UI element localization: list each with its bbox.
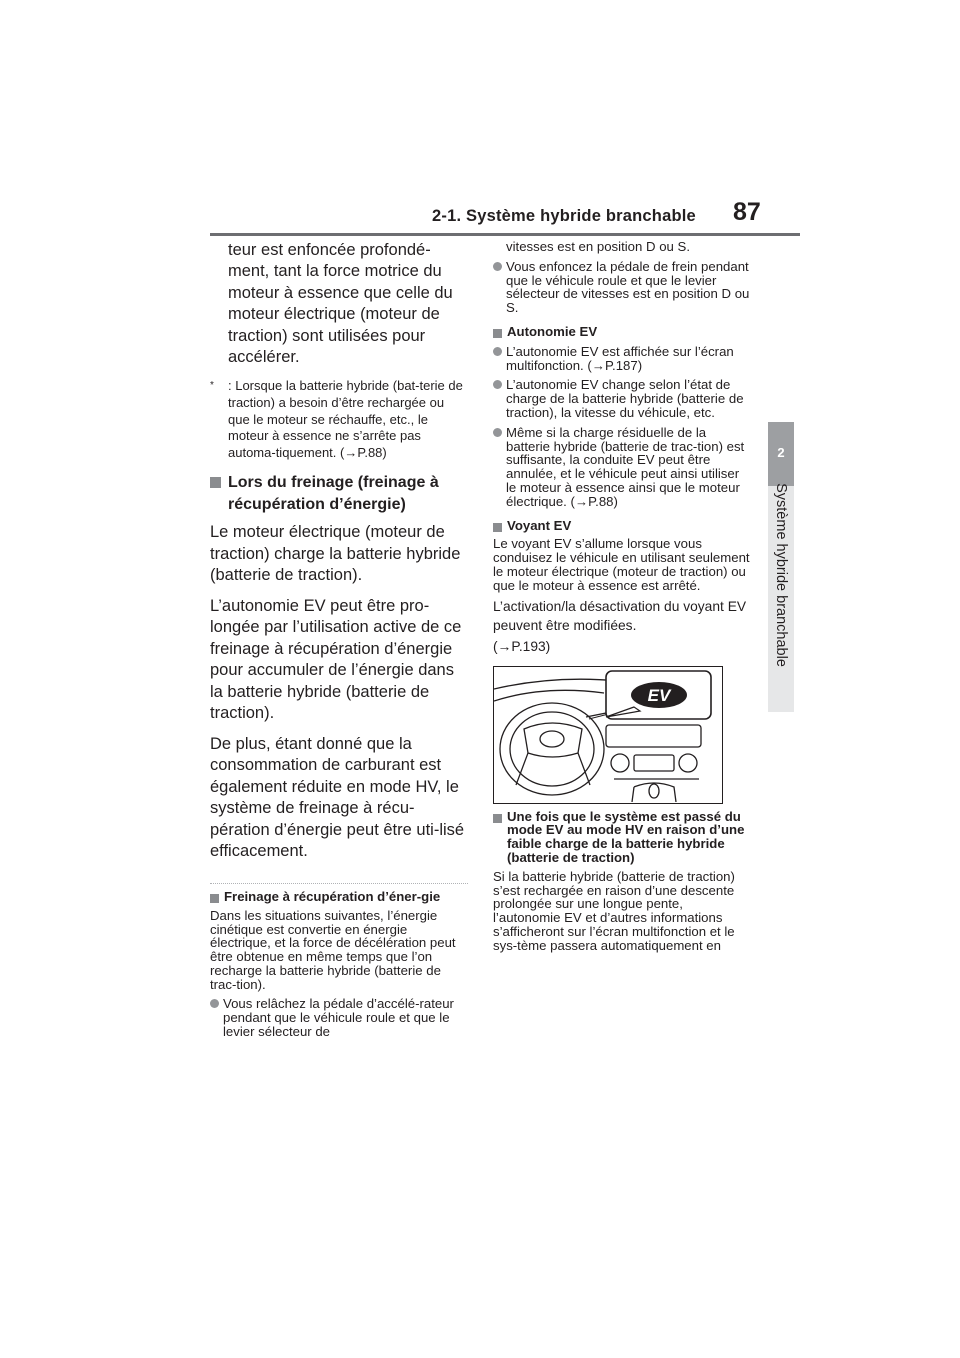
section-heading-text: Lors du freinage (freinage à récupération d’énergie) [228,474,439,513]
square-bullet-icon [493,523,502,532]
footnote-text: : Lorsque la batterie hybride (bat-terie de traction) a besoin d’être rechargée ou que le moteur se réchauffe, etc., le moteur à essence ne s’arrête pas automa-tiquement. (→P.88) [228,378,463,460]
bullet-text: Même si la charge résiduelle de la batterie hybride (batterie de trac-tion) est suffisante, la conduite EV peut être annulée, et le véhicule peut ainsi utiliser le moteur à essence ainsi que le moteur électrique. (→P.88) [506,424,745,509]
right-column [493,240,753,953]
voyant-reference: (→P.193) [493,638,551,654]
dashboard-drawing [494,667,721,802]
bullet-item [210,997,468,1038]
bullet-text: Vous relâchez la pédale d’accélé-rateur pendant que le véhicule roule et que le levier sélecteur de [223,996,454,1040]
bullet-item [493,426,753,509]
bullet-text: L’autonomie EV est affichée sur l’écran multifonction. (→P.187) [506,343,734,373]
subheading-voyant [493,519,753,533]
subheading-text: Voyant EV [507,517,572,533]
round-bullet-icon [493,380,502,389]
round-bullet-icon [493,347,502,356]
bullet-text: L’autonomie EV change selon l’état de charge de la batterie hybride (batterie de traction), la vitesse du véhicule, etc. [506,377,744,420]
dashboard-illustration [493,666,723,804]
voyant-paragraph: Le voyant EV s’allume lorsque vous conduisez le véhicule en utilisant seulement le moteur électrique (moteur de traction) ou que le moteur à essence est arrêté. [493,536,750,593]
left-column [210,240,468,1039]
header-rule [210,233,800,236]
chapter-title-vertical [761,483,801,667]
footnote-mark-wrap [210,378,228,461]
subheading-text: Autonomie EV [507,323,598,339]
ev-indicator-icon: EV [647,685,671,705]
square-bullet-icon [210,477,221,488]
round-bullet-icon [493,428,502,437]
round-bullet-icon [210,999,219,1008]
section-divider [210,883,468,884]
bullet-item [493,378,753,419]
square-bullet-icon [493,329,502,338]
bullet-item [493,260,753,315]
chapter-title: Système hybride branchable [773,483,789,667]
page-number: 87 [733,198,761,226]
subheading-text: Une fois que le système est passé du mode EV au mode HV en raison d’une faible charge de la batterie hybride (batterie de traction) [507,808,745,865]
paragraph: Le moteur électrique (moteur de traction) charge la batterie hybride (batterie de traction). [210,523,461,585]
bullet-text: Vous enfoncez la pédale de frein pendant que le véhicule roule et que le levier sélecteur de vitesses est en position D ou S. [506,258,750,316]
paragraph: De plus, étant donné que la consommation de carburant est également réduite en mode HV, le système de freinage à récu-pération d’énergie peut être uti-lisé efficacement. [210,734,465,861]
chapter-number: 2 [777,445,785,460]
subheading-text: Freinage à récupération d’éner-gie [224,888,441,904]
bullet-item [493,345,753,373]
subheading-mode-switch [493,810,753,865]
square-bullet-icon [493,814,502,823]
footnote [210,378,468,461]
paragraph: L’autonomie EV peut être pro-longée par l’utilisation active de ce freinage à récupération d’énergie pour accumuler de l’énergie dans la batterie hybride (batterie de traction). [210,596,462,723]
round-bullet-icon [493,262,502,271]
mode-paragraph: Si la batterie hybride (batterie de traction) s’est rechargée en raison d’une descente prolongée sur une longue pente, l’autonomie EV et d’autres informations s’afficheront sur l’écran multifonction et le sys-tème passera automatiquement en [493,868,735,953]
sub-paragraph: Dans les situations suivantes, l’énergie cinétique est convertie en énergie électrique, et la force de décélération peut être obtenue en même temps que l’on recharge la batterie hybride (batterie de trac-tion). [210,907,456,992]
bullet-continuation: vitesses est en position D ou S. [506,239,690,254]
subheading-autonomie [493,325,753,339]
subheading-regen [210,890,468,904]
section-heading-braking [210,472,468,515]
footnote-mark: * [210,380,214,392]
continuation-text: teur est enfoncée profondé-ment, tant la force motrice du moteur à essence que celle du moteur électrique (moteur de traction) sont utilisées pour accélérer. [228,241,453,367]
voyant-paragraph-2: L’activation/la désactivation du voyant EV peuvent être modifiées. [493,598,747,633]
square-bullet-icon [210,894,219,903]
section-title: 2-1. Système hybride branchable [432,207,696,225]
